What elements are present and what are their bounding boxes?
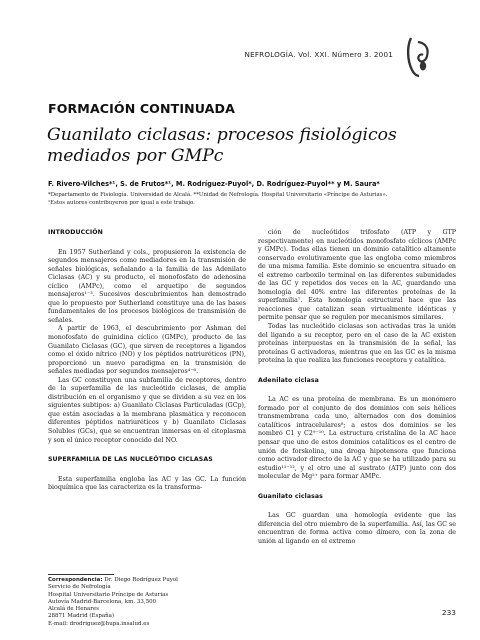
heading-superfamilia: SUPERFAMILIA DE LAS NUCLEÓTIDO CICLASAS <box>48 456 213 464</box>
affiliations <box>48 192 443 207</box>
section-label: FORMACIÓN CONTINUADA <box>48 101 235 116</box>
footnote-rule <box>48 574 114 575</box>
heading-guanilato-ciclasas: Guanilato ciclasas <box>258 492 323 500</box>
correspondence-line: 28871 Madrid (España) <box>48 613 115 620</box>
paragraph: Todas las nucleótido ciclasas son activadas tras la unión del ligando a su receptor, pero en el caso de la AC existen proteínas interpuestas en la transmisión de la señal, las proteínas G activadoras, mientras que en las GC es la misma proteína la que realiza las funciones receptora y catalítica. <box>258 323 456 365</box>
title-line-2: mediados por GMPc <box>47 146 224 166</box>
article-title <box>47 125 447 167</box>
correspondence-name: Dr. Diego Rodríguez Puyol <box>104 577 178 583</box>
authors: F. Rivero-Vilches*¹, S. de Frutos*¹, M. Rodríguez-Puyol*, D. Rodríguez-Puyol** y M. Saura* <box>48 180 380 188</box>
paragraph: A partir de 1963, el descubrimiento por Ashman del monofosfato de guinidina cíclico (GMPc), producto de las Guanilato Ciclasas (GC), que sirven de receptores a ligandos como el óxido nítrico (NO) y los péptidos natriuréticos (PN), proporcionó un nuevo paradigma en la transmisión de señales mediadas por segundos mensajeros⁴⁻⁶. <box>48 325 246 376</box>
paragraph: ción de nucleótidos trifosfato (ATP y GTP respectivamente) en nucleótidos monofosfato cíclicos (AMPc y GMPc). Todas ellas tienen un dominio catalítico altamente conservado evolutivamente que las engloba como miembros de una misma familia. Este dominio se encuentra situado en el extremo carboxilo terminal en las diferentes subunidades de las GC y repetidos dos veces en la AC, guardando una homología del 40% entre las diferentes proteínas de la superfamilia⁷. Esta homología estructural hace que las reacciones que catalizan sean virtualmente idénticas y permite pensar que se regulen por mecanismos similares. <box>258 229 456 322</box>
correspondence-line: Alcalá de Henares <box>48 606 99 613</box>
journal-logo-icon <box>405 34 433 78</box>
correspondence-line: Hospital Universitario Príncipe de Asturias <box>48 591 169 598</box>
heading-introduccion: INTRODUCCIÓN <box>48 229 103 236</box>
heading-adenilato-ciclasa: Adenilato ciclasa <box>258 376 319 384</box>
text-column-left <box>48 229 246 493</box>
correspondence-email: E-mail: drodriguez@hupa.insalud.es <box>48 620 150 627</box>
title-line-1: Guanilato ciclasas: procesos fisiológicos <box>47 125 397 145</box>
journal-header: NEFROLOGÍA. Vol. XXI. Número 3. 2001 <box>244 50 393 59</box>
affiliation-line-1: *Departamento de Fisiología. Universidad de Alcalá. **Unidad de Nefrología. Hospital Universitario «Príncipe de Asturias». <box>48 192 388 198</box>
paragraph: La AC es una proteína de membrana. Es un monómero formado por el conjunto de dos dominios con seis hélices transmembrana cada uno, alternados con dos dominios catalíticos intracelulares⁸; a estos dos dominios se les nombró C1 y C2⁹⁻¹⁰. La estructura cristalina de la AC hace pensar que uno de estos dominios catalíticos es el centro de unión de forskolina, una droga hipotensora que funciona como activador directo de la AC y que se ha utilizado para su estudio¹¹⁻¹², y el otro une al sustrato (ATP) junto con dos molecular de Mg²⁺ para formar AMPc. <box>258 396 456 481</box>
correspondence-line: Autovía Madrid-Barcelona, km. 33,500 <box>48 598 157 605</box>
text-column-right <box>258 229 456 547</box>
paragraph: Las GC guardan una homología evidente que las diferencia del otro miembro de la superfamilia. Así, las GC se encuentran de forma activa como dímero, con la zona de unión al ligando en el extremo <box>258 512 456 545</box>
paragraph: Las GC constituyen una subfamilia de receptores, dentro de la superfamilia de las nucleótido ciclasas, de amplia distribución en el organismo y que se dividen a su vez en los siguientes subtipos: a) Guanilato Ciclasas Particuladas (GCp), que están asociadas a la membrana plasmática y reconocen diferentes péptidos natriuréticos y b) Guanilato Ciclasas Solubles (GCs), que se encuentran inmersas en el citoplasma y son el único receptor conocido del NO. <box>48 376 246 444</box>
page-number: 233 <box>441 608 456 617</box>
paragraph: En 1957 Sutherland y cols., propusieron la existencia de segundos mensajeros como mediadores en la transmisión de señales biológicas, señalando a la familia de las Adenilato Ciclasas (AC) y su producto, el monofosfato de adenosina cíclico (AMPc), como el arquetipo de segundos mensajeros¹⁻³. Sucesivos descubrimientos han demostrado que lo propuesto por Sutherland constituye una de las bases fundamentales de los procesos biológicos de transmisión de señales. <box>48 248 246 324</box>
correspondence-label: Correspondencia: <box>48 577 103 583</box>
correspondence-line: Servicio de Nefrología <box>48 584 111 591</box>
correspondence-block <box>48 577 248 628</box>
paragraph: Esta superfamilia engloba las AC y las GC. La función bioquímica que las caracteriza es la transforma- <box>48 475 246 492</box>
affiliation-line-2: ¹Estos autores contribuyeron por igual a este trabajo. <box>48 199 195 206</box>
